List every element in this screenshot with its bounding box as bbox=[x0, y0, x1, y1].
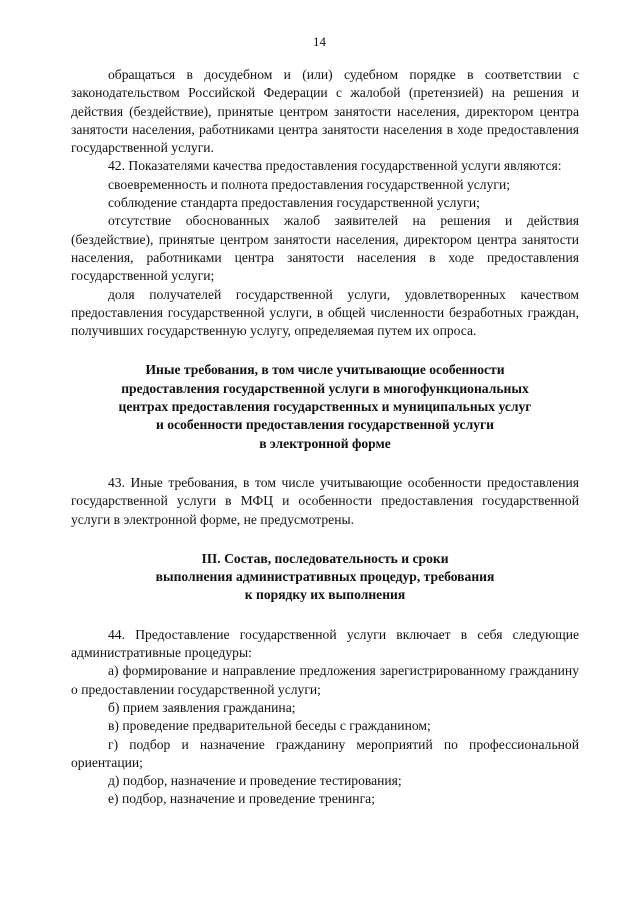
list-item-44-g: г) подбор и назначение гражданину мероприятий по профессиональной ориентации; bbox=[71, 736, 579, 770]
document-body bbox=[71, 66, 579, 809]
section-heading-other-requirements bbox=[71, 361, 579, 452]
list-item-44-e: е) подбор, назначение и проведение тренинга; bbox=[108, 791, 375, 807]
list-item-42-1: своевременность и полнота предоставления государственной услуги; bbox=[108, 176, 511, 192]
heading-line: и особенности предоставления государственной услуги bbox=[155, 417, 495, 433]
paragraph-43: 43. Иные требования, в том числе учитывающие особенности предоставления государственной услуги в МФЦ и особенности предоставления государственной услуги в электронной форме, не предусмотрены. bbox=[71, 474, 579, 527]
page-number: 14 bbox=[313, 34, 326, 49]
heading-line: выполнения административных процедур, требования bbox=[155, 569, 495, 585]
paragraph-42: 42. Показателями качества предоставления государственной услуги являются: bbox=[108, 158, 562, 174]
list-item-42-3: отсутствие обоснованных жалоб заявителей на решения и действия (бездействие), принятые центром занятости населения, директором центра занятости населения, работниками центра занятости населения в ходе предоставления государственной услуги; bbox=[71, 213, 579, 284]
list-item-44-d: д) подбор, назначение и проведение тестирования; bbox=[108, 773, 402, 789]
heading-line: Иные требования, в том числе учитывающие особенности bbox=[145, 362, 505, 378]
heading-line: предоставления государственной услуги в многофункциональных bbox=[121, 380, 529, 396]
paragraph-44: 44. Предоставление государственной услуги включает в себя следующие административные процедуры: bbox=[71, 626, 579, 661]
list-item-42-2: соблюдение стандарта предоставления государственной услуги; bbox=[108, 195, 480, 211]
list-item-42-4: доля получателей государственной услуги, удовлетворенных качеством предоставления государственной услуги, в общей численности безработных граждан, получивших государственную услугу, определяемая путем их опроса. bbox=[71, 286, 579, 339]
list-item-44-b: б) прием заявления гражданина; bbox=[108, 699, 296, 715]
section-heading-iii bbox=[71, 550, 579, 605]
heading-line: центрах предоставления государственных и муниципальных услуг bbox=[118, 399, 532, 415]
list-item-44-v: в) проведение предварительной беседы с гражданином; bbox=[108, 718, 431, 734]
list-item-44-a: а) формирование и направление предложения зарегистрированному гражданину о предоставлении государственной услуги; bbox=[71, 663, 579, 697]
heading-line: в электронной форме bbox=[259, 435, 391, 451]
heading-line: III. Состав, последовательность и сроки bbox=[201, 550, 449, 566]
paragraph-intro: обращаться в досудебном и (или) судебном порядке в соответствии с законодательством Российской Федерации с жалобой (претензией) на решения и действия (бездействие), принятые центром занятости населения, директором центра занятости населения, работниками центра занятости населения в ходе предоставления государственной услуги. bbox=[71, 67, 579, 156]
heading-line: к порядку их выполнения bbox=[244, 587, 406, 603]
